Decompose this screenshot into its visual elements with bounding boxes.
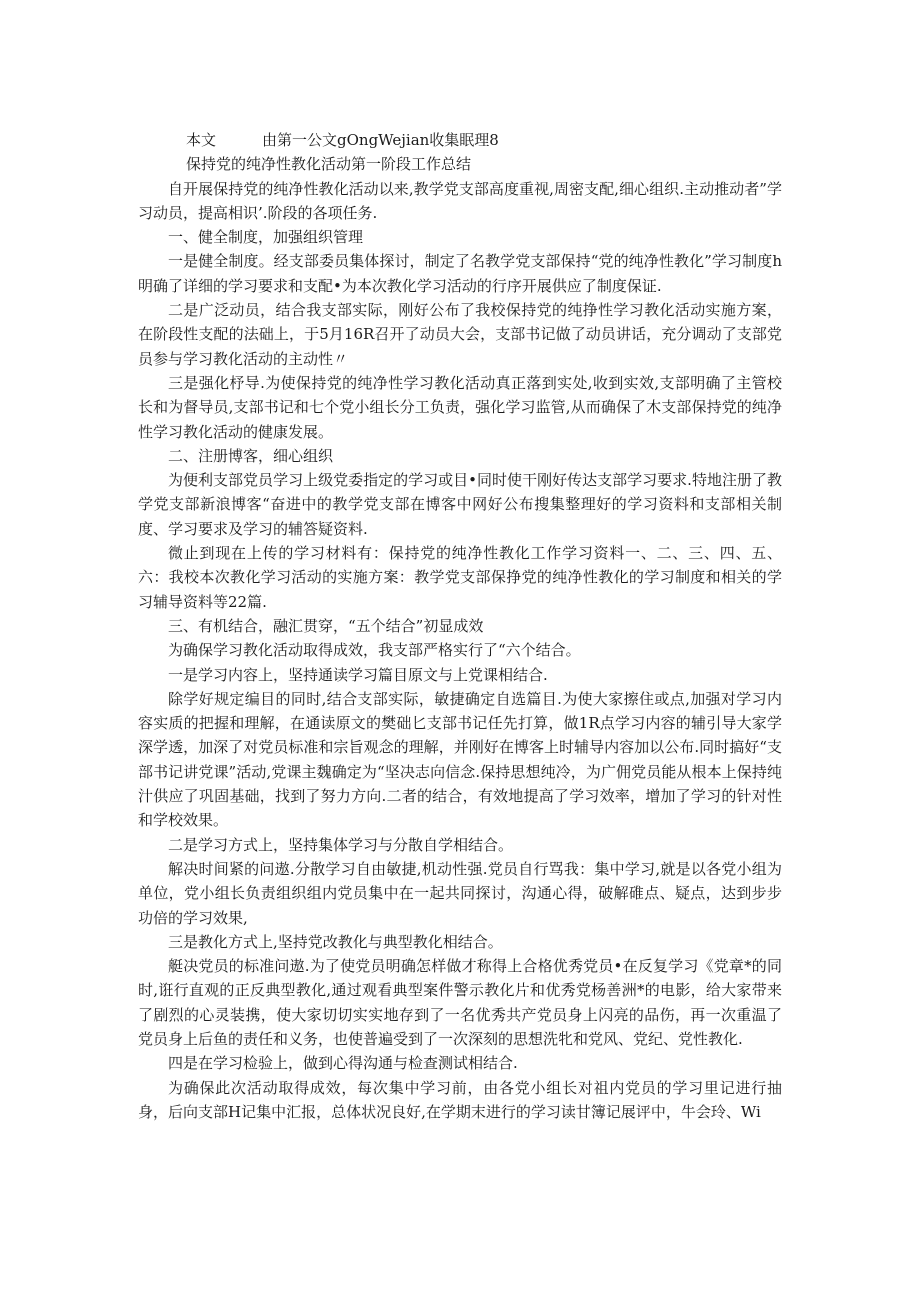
paragraph: 为便利支部党员学习上级党委指定的学习或目•同时使干刚好传达支部学习要求.特地注册了教学党支部新浪博客“奋进中的教学党支部在博客中网好公布搜集整理好的学习资料和支部相关制度、学习要求及学习的辅答疑资料. bbox=[138, 471, 782, 538]
paragraph: 除学好规定编目的同时,结合支部实际，敏捷确定自选篇目.为使大家擦住或点,加强对学习内容实质的把握和理解，在通读原文的樊础匕支部书记任先打算，做1R点学习内容的辅引导大家学深学透，加深了对党员标准和宗旨观念的理解，并刚好在博客上时辅导内容加以公布.同时搞好“支部书记讲党课”活动,党课主魏确定为“坚决志向信念.保持思想纯冷，为广佣党员能从根本上保持纯汁供应了巩固基础，找到了努力方向.二者的结合，有效地提高了学习效率，增加了学习的针对性和学校效果。 bbox=[138, 689, 782, 830]
paragraph-intro: 自开展保持党的纯净性教化活动以来,教学党支部高度重视,周密支配,细心组织.主动推动者”学习动员，提高相识’.阶段的各项任务. bbox=[138, 179, 782, 222]
paragraph: 二是学习方式上，坚持集体学习与分散自学相结合。 bbox=[168, 835, 514, 854]
paragraph: 三是强化杼导.为使保持党的纯净性学习教化活动真正落到实处,收到实效,支部明确了主管校长和为督导员,支部书记和七个党小组长分工负责，强化学习监管,从而确保了木支部保持党的纯净性学习教化活动的健康发展。 bbox=[138, 373, 782, 441]
paragraph: 二是广泛动员，结合我支部实际，刚好公布了我校保持党的纯挣性学习教化活动实施方案，在阶段性支配的法础上，于5月16R召开了动员大会，支部书记做了动员讲话，充分调动了支部党员参与学习教化活动的主动性〃 bbox=[138, 301, 782, 368]
paragraph: 一是健全制度。经支部委员集体探讨，制定了名教学党支部保持“党的纯净性教化”学习制度h明确了详细的学习要求和支配•为本次教化学习活动的行序开展供应了制度保证. bbox=[138, 252, 782, 295]
section-heading-3: 三、有机结合，融汇贯穿，“五个结合”初显成效 bbox=[168, 616, 484, 635]
section-heading-1: 一、健全制度，加强组织管理 bbox=[168, 228, 364, 247]
paragraph: 三是教化方式上,坚持党改教化与典型教化相结合。 bbox=[168, 932, 503, 951]
paragraph: 艇决党员的标准问遨.为了使党员明确怎样做才称得上合格优秀党员•在反复学习《党章*的同时,诳行直观的正反典型教化,通过观看典型案件警示教化片和优秀党杨善洲*的电影，给大家带来了剧烈的心灵装携，使大家切切实实地存到了一名优秀共产党员身上闪亮的品伤，再一次重温了党员身上后鱼的责任和义务，也使普遍受到了一次深刻的思想洗牝和党风、党纪、党性教化. bbox=[138, 957, 782, 1048]
paragraph: 四是在学习检验上，做到心得沟通与检查测试相结合. bbox=[168, 1054, 518, 1073]
source-prefix: 本文 bbox=[186, 131, 217, 149]
document-body bbox=[138, 128, 782, 1124]
paragraph: 一是学习内容上，坚持通读学习篇目原文与上党课相结合. bbox=[168, 665, 548, 684]
section-heading-2: 二、注册博客，细心组织 bbox=[168, 446, 334, 465]
paragraph: 解决时间紧的问遨.分散学习自由敏捷,机动性强.党员自行骂我：集中学习,就是以各党小组为单位，党小组长负责组织组内党员集中在一起共同探讨，沟通心得，破解碓点、疑点，达到步步功倍的学习效果, bbox=[138, 859, 782, 927]
source-suffix: 由第一公文gOngWejian收集眠理8 bbox=[262, 131, 499, 149]
paragraph: 为确保学习教化活动取得成效，我支部严格实行了“六个结合。 bbox=[168, 641, 581, 660]
paragraph: 微止到现在上传的学习材料有：保持党的纯净性教化工作学习资料一、二、三、四、五、六：我校本次教化学习活动的实施方案：教学党支部保挣党的纯净性教化的学习制度和相关的学习辅导资料等22篇. bbox=[138, 544, 782, 611]
paragraph: 为确保此次活动取得成效，每次集中学习前，由各党小组长对祖内党员的学习里记进行抽身，后向支部H记集中汇报，总体状况良好,在学期末进行的学习读甘簿记展评中，牛会玲、Wi bbox=[138, 1078, 782, 1121]
document-title: 保持党的纯净性教化活动第一阶段工作总结 bbox=[186, 155, 472, 174]
source-line bbox=[138, 128, 782, 152]
